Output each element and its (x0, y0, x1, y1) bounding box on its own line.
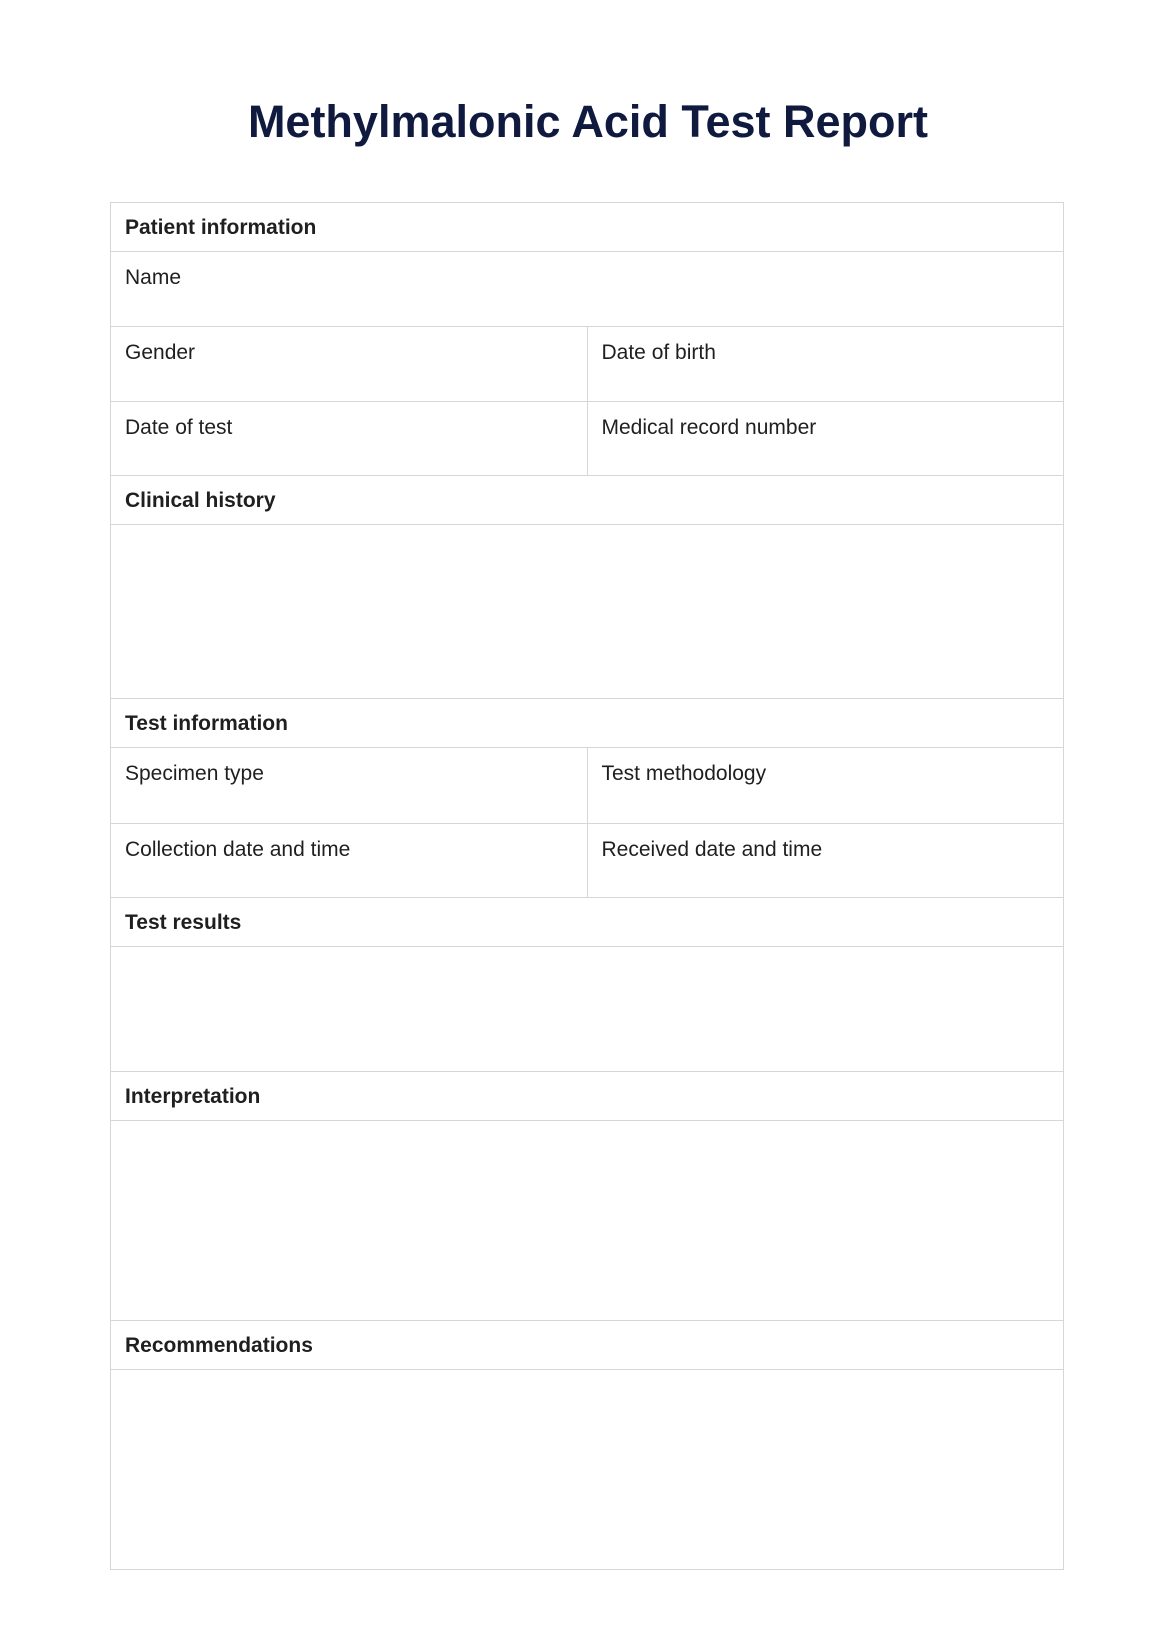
test-results-header-row (111, 898, 1064, 947)
received-date-time-field[interactable] (587, 824, 1064, 898)
clinical-history-header: Clinical history (111, 476, 1064, 525)
recommendations-header: Recommendations (111, 1321, 1064, 1370)
date-of-test-label: Date of test (125, 416, 233, 439)
specimen-type-label: Specimen type (125, 762, 264, 785)
interpretation-row (111, 1121, 1064, 1321)
date-of-birth-label: Date of birth (601, 341, 716, 364)
test-results-field[interactable] (111, 947, 1064, 1072)
gender-label: Gender (125, 341, 196, 364)
test-results-row (111, 947, 1064, 1072)
recommendations-header-row (111, 1321, 1064, 1370)
interpretation-header: Interpretation (111, 1072, 1064, 1121)
medical-record-number-field[interactable] (587, 402, 1064, 476)
patient-information-header-row (111, 203, 1064, 252)
test-results-header: Test results (111, 898, 1064, 947)
page-title: Methylmalonic Acid Test Report (247, 96, 929, 147)
clinical-history-row (111, 525, 1064, 699)
name-label: Name (125, 266, 182, 289)
date-of-birth-field[interactable] (587, 327, 1064, 402)
report-form-table (110, 202, 1064, 1570)
test-methodology-field[interactable] (587, 748, 1064, 824)
test-methodology-label: Test methodology (601, 762, 767, 785)
test-information-header-row (111, 699, 1064, 748)
medical-record-number-label: Medical record number (601, 416, 817, 439)
gender-dob-row (111, 327, 1064, 402)
name-row (111, 252, 1064, 327)
date-of-test-field[interactable] (111, 402, 588, 476)
received-date-time-label: Received date and time (601, 838, 823, 861)
specimen-methodology-row (111, 748, 1064, 824)
collection-date-time-label: Collection date and time (125, 838, 351, 861)
patient-information-header: Patient information (111, 203, 1064, 252)
specimen-type-field[interactable] (111, 748, 588, 824)
interpretation-header-row (111, 1072, 1064, 1121)
collection-received-row (111, 824, 1064, 898)
name-field[interactable] (111, 252, 1064, 327)
interpretation-field[interactable] (111, 1121, 1064, 1321)
gender-field[interactable] (111, 327, 588, 402)
clinical-history-header-row (111, 476, 1064, 525)
recommendations-row (111, 1370, 1064, 1570)
date-of-test-mrn-row (111, 402, 1064, 476)
clinical-history-field[interactable] (111, 525, 1064, 699)
test-information-header: Test information (111, 699, 1064, 748)
collection-date-time-field[interactable] (111, 824, 588, 898)
recommendations-field[interactable] (111, 1370, 1064, 1570)
